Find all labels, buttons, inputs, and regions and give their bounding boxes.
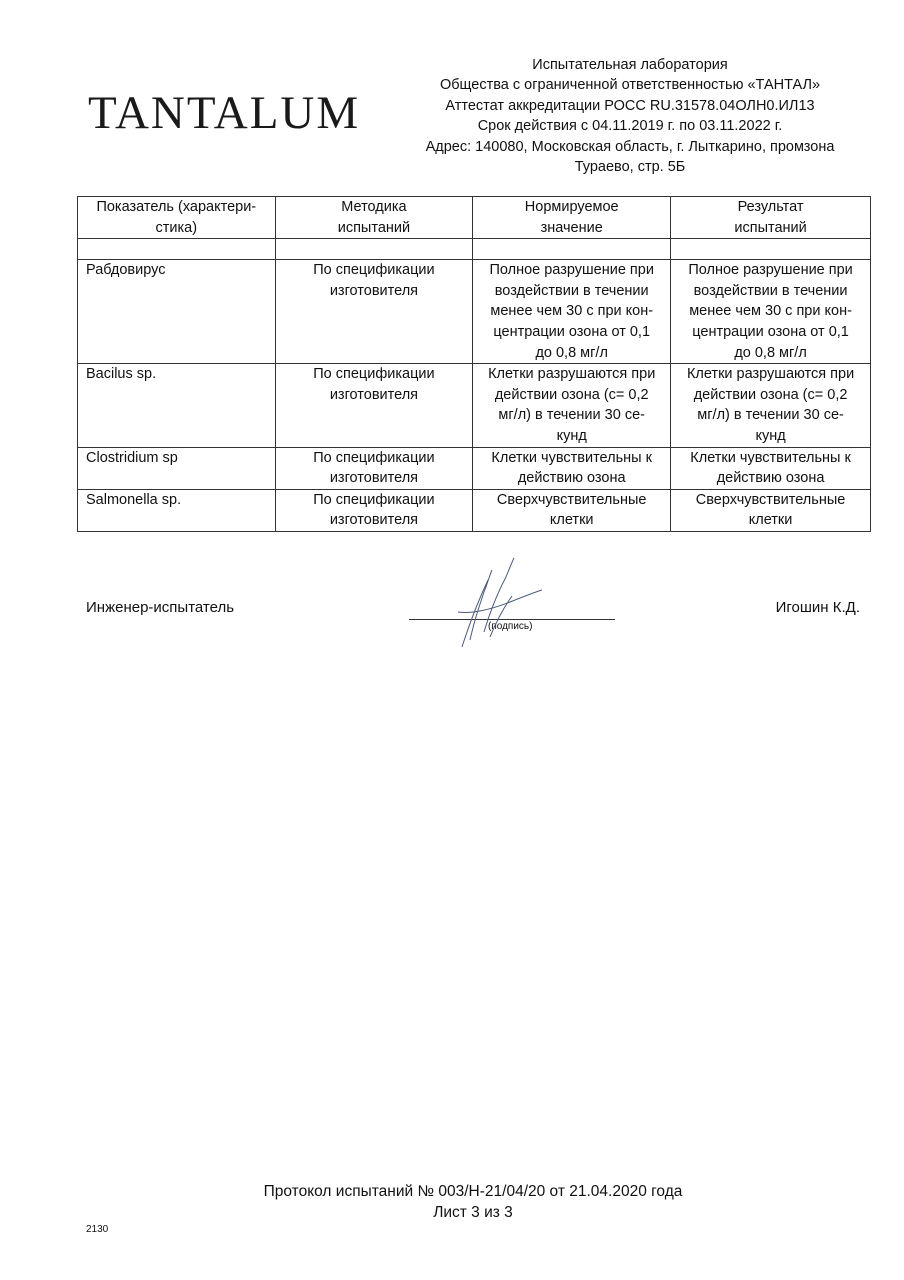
cell-line: действии озона (с= 0,2: [494, 386, 649, 403]
cell-line: действию озона: [517, 470, 626, 487]
cell-result: [671, 260, 871, 364]
table-row: [78, 447, 871, 489]
lab-line: Аттестат аккредитации РОСС RU.31578.04ОЛН0.ИЛ13: [445, 97, 815, 114]
cell-line: воздействии в течении: [494, 282, 649, 299]
cell-line: центрации озона от 0,1: [692, 323, 849, 340]
cell-method: [275, 489, 473, 531]
cell-line: изготовителя: [329, 512, 419, 529]
empty-cell: [671, 239, 871, 260]
table-header-row: [78, 197, 871, 239]
cell-indicator: [78, 260, 276, 364]
header-result: [671, 197, 871, 239]
header-line: испытаний: [734, 219, 807, 236]
cell-line: По спецификации: [313, 262, 435, 279]
cell-norm: [473, 489, 671, 531]
lab-line: Тураево, стр. 5Б: [574, 159, 686, 176]
cell-line: По спецификации: [313, 491, 435, 508]
cell-line: центрации озона от 0,1: [493, 323, 651, 340]
header-line: Методика: [341, 199, 407, 215]
cell-line: кунд: [755, 427, 786, 444]
header-line: Нормируемое: [524, 199, 619, 215]
cell-line: воздействии в течении: [693, 282, 848, 299]
handwritten-signature: [440, 552, 550, 652]
cell-line: По спецификации: [313, 366, 435, 383]
sheet-number: Лист 3 из 3: [433, 1204, 513, 1221]
company-logo: TANTALUM: [88, 87, 361, 139]
signatory-title: Инженер-испытатель: [86, 599, 235, 616]
protocol-number: Протокол испытаний № 003/Н-21/04/20 от 21.04.2020 года: [263, 1183, 683, 1200]
table-row: [78, 364, 871, 447]
cell-line: до 0,8 мг/л: [734, 344, 807, 361]
cell-line: Полное разрушение при: [489, 262, 654, 279]
empty-cell: [473, 239, 671, 260]
signature-caption: (подпись): [488, 621, 533, 632]
lab-line: Общества с ограниченной ответственностью «ТАНТАЛ»: [439, 77, 821, 94]
table-row: [78, 260, 871, 364]
empty-cell: [275, 239, 473, 260]
header-line: Показатель (характери-: [96, 199, 257, 215]
cell-indicator: [78, 489, 276, 531]
cell-line: Сверхчувствительные: [496, 491, 647, 508]
lab-line: Срок действия с 04.11.2019 г. по 03.11.2022 г.: [477, 118, 783, 135]
header-line: стика): [155, 219, 198, 236]
results-table: [77, 196, 871, 532]
cell-result: [671, 364, 871, 447]
cell-line: По спецификации: [313, 449, 435, 466]
cell-line: клетки: [748, 512, 793, 529]
lab-header: [400, 55, 860, 177]
cell-line: Рабдовирус: [86, 262, 166, 279]
header-line: испытаний: [337, 219, 411, 236]
cell-indicator: [78, 447, 276, 489]
header-line: значение: [540, 219, 603, 236]
cell-line: мг/л) в течении 30 се-: [697, 407, 844, 424]
empty-cell: [78, 239, 276, 260]
page-code: 2130: [86, 1224, 109, 1235]
cell-method: [275, 364, 473, 447]
cell-line: Клетки разрушаются при: [686, 366, 855, 383]
cell-line: Salmonella sp.: [86, 491, 182, 508]
cell-method: [275, 260, 473, 364]
lab-line: Испытательная лаборатория: [532, 57, 728, 73]
cell-line: изготовителя: [329, 470, 419, 487]
cell-line: кунд: [556, 427, 587, 444]
cell-line: Клетки чувствительны к: [491, 449, 652, 466]
cell-result: [671, 447, 871, 489]
cell-result: [671, 489, 871, 531]
cell-line: Сверхчувствительные: [695, 491, 846, 508]
cell-line: мг/л) в течении 30 се-: [498, 407, 645, 424]
cell-line: менее чем 30 с при кон-: [689, 303, 852, 320]
page-footer: [0, 1181, 904, 1223]
header-line: Результат: [737, 199, 804, 215]
cell-norm: [473, 447, 671, 489]
cell-line: Клетки разрушаются при: [488, 366, 656, 383]
cell-line: до 0,8 мг/л: [535, 344, 608, 361]
lab-line: Адрес: 140080, Московская область, г. Лыткарино, промзона: [425, 138, 835, 155]
cell-line: изготовителя: [329, 386, 419, 403]
cell-line: действию озона: [716, 470, 825, 487]
cell-line: Полное разрушение при: [688, 262, 853, 279]
cell-line: изготовителя: [329, 282, 419, 299]
cell-line: менее чем 30 с при кон-: [490, 303, 654, 320]
signatory-name: Игошин К.Д.: [775, 599, 860, 616]
cell-norm: [473, 260, 671, 364]
empty-row: [78, 239, 871, 260]
cell-line: Bacilus sp.: [86, 366, 157, 383]
cell-line: клетки: [549, 512, 594, 529]
cell-line: Clostridium sp: [86, 449, 178, 466]
cell-norm: [473, 364, 671, 447]
cell-method: [275, 447, 473, 489]
header-norm: [473, 197, 671, 239]
header-indicator: [78, 197, 276, 239]
cell-line: Клетки чувствительны к: [690, 449, 851, 466]
cell-indicator: [78, 364, 276, 447]
header-method: [275, 197, 473, 239]
table-row: [78, 489, 871, 531]
cell-line: действии озона (с= 0,2: [693, 386, 848, 403]
